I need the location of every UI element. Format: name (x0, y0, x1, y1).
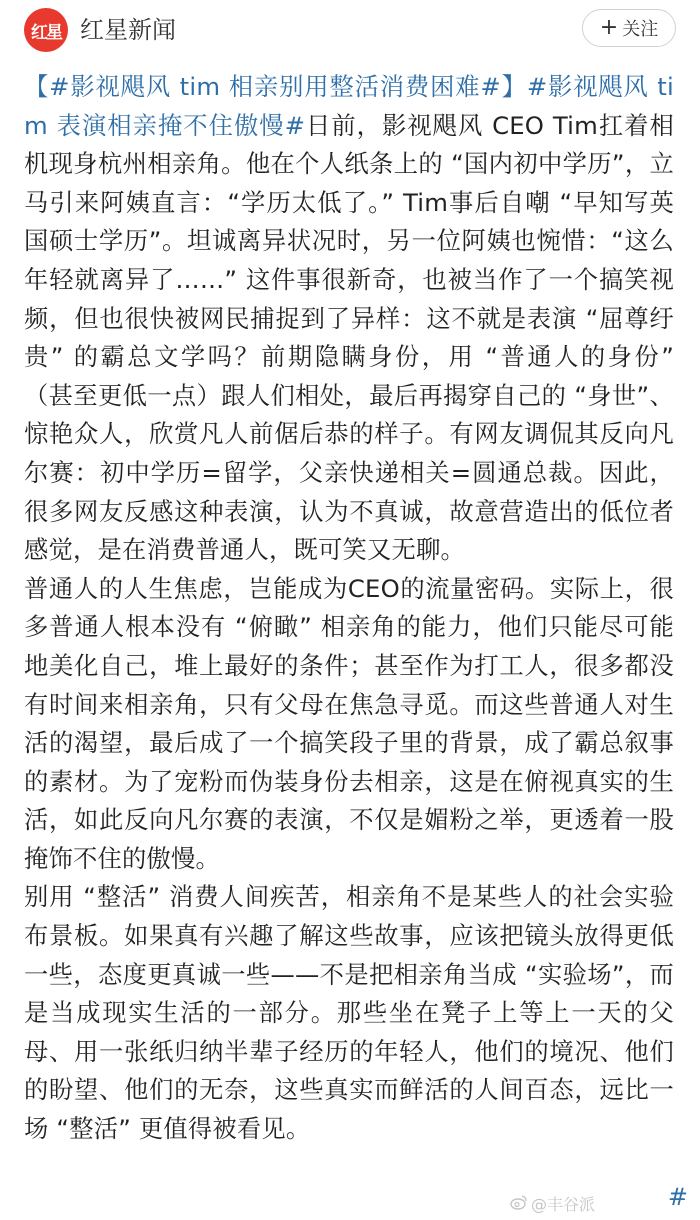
hashtag-link[interactable]: #影视飓风 tim 表演相亲掩不住傲慢# (24, 72, 674, 140)
paragraph-1 (24, 68, 674, 570)
article-body (24, 68, 674, 1149)
plus-icon: + (599, 15, 619, 40)
post-header (0, 0, 700, 60)
avatar[interactable] (24, 8, 68, 52)
paragraph-3: 别用 “整活” 消费人间疾苦，相亲角不是某些人的社会实验布景板。如果真有兴趣了解这些故事，应该把镜头放得更低一些，态度更真诚一些——不是把相亲角当成 “实验场”，而是当成现实生活的一部分。那些坐在凳子上等上一天的父母、用一张纸归纳半辈子经历的年轻人，他们的境况、他们的盼望、他们的无奈，这些真实而鲜活的人间百态，远比一场 “整活” 更值得被看见。 (24, 882, 674, 1144)
avatar-logo-text: 红星 (31, 22, 61, 43)
weibo-icon (510, 1194, 528, 1214)
paragraph-2: 普通人的人生焦虑，岂能成为CEO的流量密码。实际上，很多普通人根本没有 “俯瞰” 相亲角的能力，他们只能尽可能地美化自己，堆上最好的条件；甚至作为打工人，很多都没有时间来相亲角，只有父母在焦急寻觅。而这些普通人对生活的渴望，最后成了一个搞笑段子里的背景，成了霸总叙事的素材。为了宠粉而伪装身份去相亲，这是在俯视真实的生活，如此反向凡尔赛的表演，不仅是媚粉之举，更透着一股掩饰不住的傲慢。 (24, 573, 674, 873)
follow-label: 关注 (622, 19, 659, 40)
hashtag-link[interactable]: 【#影视飓风 tim 相亲别用整活消费困难#】 (24, 72, 527, 101)
watermark (510, 1192, 595, 1215)
follow-button[interactable] (582, 9, 676, 47)
paragraph-text: 日前，影视飓风 CEO Tim扛着相机现身杭州相亲角。他在个人纸条上的 “国内初中学历”，立马引来阿姨直言：“学历太低了。” Tim事后自嘲 “早知写英国硕士学历”。坦诚离异状况时，另一位阿姨也惋惜：“这么年轻就离异了……” 这件事很新奇，也被当作了一个搞笑视频，但也很快被网民捕捉到了异样：这不就是表演 “屈尊纡贵” 的霸总文学吗？前期隐瞒身份，用 “普通人的身份” （甚至更低一点）跟人们相处，最后再揭穿自己的 “身世”、惊艳众人，欣赏凡人前倨后恭的样子。有网友调侃其反向凡尔赛：初中学历=留学，父亲快递相关=圆通总裁。因此，很多网友反感这种表演，认为不真诚，故意营造出的低位者感觉，是在消费普通人，既可笑又无聊。 (24, 110, 674, 565)
author-name[interactable]: 红星新闻 (80, 16, 176, 44)
trailing-hashtag[interactable]: # (667, 1183, 688, 1211)
watermark-text: @丰谷派 (531, 1195, 596, 1214)
